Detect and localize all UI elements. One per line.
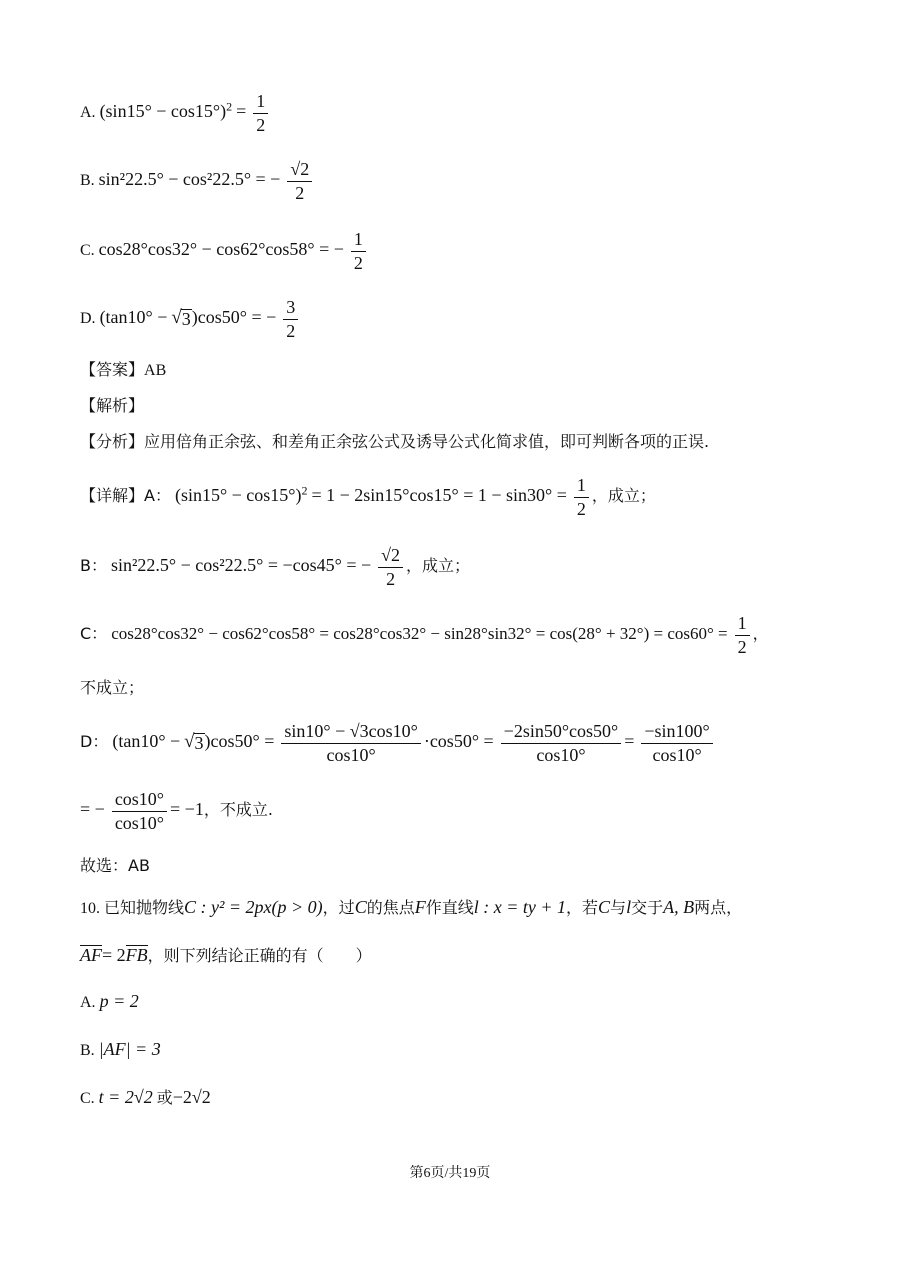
fraction-3: [641, 722, 712, 765]
detail-c-not: [80, 680, 144, 697]
fraction: [287, 160, 312, 203]
q10-c: C: [354, 897, 367, 917]
denominator: 2: [286, 320, 296, 341]
equals: =: [236, 101, 247, 122]
denominator: 2: [295, 182, 305, 203]
q10-line: l : x = ty + 1: [473, 897, 567, 917]
analysis-line: [80, 398, 144, 415]
detail-d-expr-a: (tan10° −: [112, 731, 181, 752]
analysis-tag: 【解析】: [80, 396, 145, 415]
q10-option-b: [80, 1040, 161, 1059]
q10-text-a: 已知抛物线: [104, 898, 185, 917]
option-c: [80, 230, 369, 273]
answer-value: AB: [144, 362, 167, 379]
option-label: A.: [80, 104, 96, 122]
denominator: 2: [353, 252, 363, 273]
q10-text-f: 与: [610, 898, 627, 917]
q10-ab: A, B: [663, 897, 695, 917]
q10-option-c: [80, 1088, 211, 1107]
fraction-2: [501, 722, 622, 765]
option-d: [80, 298, 301, 341]
q10-text-c: 的焦点: [366, 898, 415, 917]
answer-tag: 【答案】: [80, 360, 145, 379]
numerator: √2: [378, 546, 403, 568]
numerator: −sin100°: [641, 722, 712, 744]
detail-b-expr: sin²22.5° − cos²22.5° = −cos45° = −: [110, 555, 372, 576]
detail-d2-end: ，不成立.: [203, 800, 273, 820]
detail-a: [80, 476, 656, 519]
fenxi-tag: 【分析】: [80, 432, 145, 451]
detail-d-eq: =: [624, 731, 635, 752]
q10-number: 10.: [80, 900, 100, 917]
q10-text-e: ，若: [566, 898, 599, 917]
fraction-1: [281, 722, 420, 765]
numerator: −2sin50°cos50°: [501, 722, 622, 744]
fenxi-line: [80, 434, 709, 451]
choice-text: 故选：AB: [80, 856, 150, 875]
denominator: cos10°: [114, 812, 165, 833]
detail-d2: [80, 790, 273, 833]
option-label: D.: [80, 310, 96, 328]
detail-tag: 【详解】A：: [80, 486, 171, 506]
detail-b-label: B：: [80, 556, 107, 576]
q10-c2: C: [598, 897, 611, 917]
option-label: B.: [80, 172, 95, 190]
detail-c-not-text: 不成立；: [80, 678, 145, 697]
option-expr-b: −2√2: [172, 1087, 211, 1107]
numerator: 1: [735, 614, 750, 636]
denominator: 2: [386, 568, 396, 589]
vector-af: AF: [80, 945, 102, 965]
detail-a-rest: = 1 − 2sin15°cos15° = 1 − sin30° =: [311, 485, 567, 506]
denominator: 2: [576, 498, 586, 519]
denominator: cos10°: [536, 744, 586, 765]
option-label: B.: [80, 1042, 95, 1059]
exponent: 2: [226, 99, 233, 114]
vector-eq: = 2: [102, 945, 126, 965]
option-label: C.: [80, 1090, 95, 1107]
radicand: 3: [181, 309, 191, 330]
fraction: [112, 790, 167, 833]
q10-text-g: 交于: [631, 898, 664, 917]
option-expr: (sin15° − cos15°): [99, 101, 227, 122]
fraction: [735, 614, 750, 657]
option-expr-a: (tan10° −: [99, 307, 168, 328]
option-or: 或: [156, 1088, 173, 1107]
detail-d2-rest: = −1: [170, 799, 204, 820]
q10-text-d: 作直线: [425, 898, 474, 917]
fraction: [351, 230, 366, 273]
numerator: 1: [574, 476, 589, 498]
q10-text-i: ，则下列结论正确的有（ ）: [147, 946, 372, 965]
detail-c-label: C：: [80, 624, 108, 644]
detail-b-end: ，成立；: [406, 556, 471, 576]
detail-d-label: D：: [80, 732, 109, 752]
option-expr: |AF| = 3: [98, 1039, 161, 1059]
numerator: sin10° − √3cos10°: [281, 722, 420, 744]
numerator: 1: [253, 92, 268, 114]
fraction: [283, 298, 298, 341]
q10-f: F: [414, 897, 426, 917]
detail-d-mid: ·cos50° =: [423, 731, 494, 752]
numerator: 3: [283, 298, 298, 320]
detail-c-expr: cos28°cos32° − cos62°cos58° = cos28°cos32° − sin28°sin32° = cos(28° + 32°) = cos60° =: [111, 624, 728, 644]
q10-l2: l: [626, 897, 632, 917]
detail-a-expr: (sin15° − cos15°): [174, 485, 302, 506]
detail-d-expr-b: )cos50° =: [204, 731, 275, 752]
q10-option-a: [80, 992, 139, 1011]
radicand: 3: [194, 733, 204, 754]
detail-d2-pre: = −: [80, 799, 105, 820]
q10-text-h: 两点，: [694, 898, 743, 917]
q10-parabola: C : y² = 2px(p > 0): [184, 897, 323, 917]
option-label: C.: [80, 242, 95, 260]
fraction: [574, 476, 589, 519]
answer-line: [80, 362, 166, 379]
detail-c-end: ，: [752, 624, 769, 644]
sqrt: √ 3: [171, 307, 191, 330]
denominator: cos10°: [326, 744, 376, 765]
q10-text-b: ，过: [322, 898, 355, 917]
option-expr: sin²22.5° − cos²22.5° = −: [98, 169, 281, 190]
denominator: 2: [256, 114, 266, 135]
option-expr: cos28°cos32° − cos62°cos58° = −: [98, 239, 344, 260]
q10-condition: [80, 945, 372, 966]
option-expr-a: t = 2√2: [98, 1087, 153, 1107]
detail-c: [80, 614, 769, 657]
option-b: [80, 160, 315, 203]
option-expr-b: )cos50° = −: [191, 307, 277, 328]
numerator: √2: [287, 160, 312, 182]
denominator: 2: [737, 636, 747, 657]
choice-line: [80, 858, 150, 875]
page-footer: 第6页/共19页: [409, 1166, 491, 1181]
numerator: cos10°: [112, 790, 167, 812]
detail-d: [80, 722, 716, 765]
numerator: 1: [351, 230, 366, 252]
sqrt: √ 3: [184, 731, 204, 754]
fraction: [253, 92, 268, 135]
fenxi-text: 应用倍角正余弦、和差角正余弦公式及诱导公式化简求值，即可判断各项的正误.: [144, 432, 710, 451]
denominator: cos10°: [652, 744, 702, 765]
detail-a-end: ，成立；: [591, 486, 656, 506]
detail-b: [80, 546, 470, 589]
option-label: A.: [80, 994, 96, 1011]
fraction: [378, 546, 403, 589]
q10-stem: [80, 898, 742, 917]
option-expr: p = 2: [99, 991, 139, 1011]
option-a: [80, 92, 271, 135]
vector-fb: FB: [125, 945, 148, 965]
exponent: 2: [301, 483, 308, 498]
